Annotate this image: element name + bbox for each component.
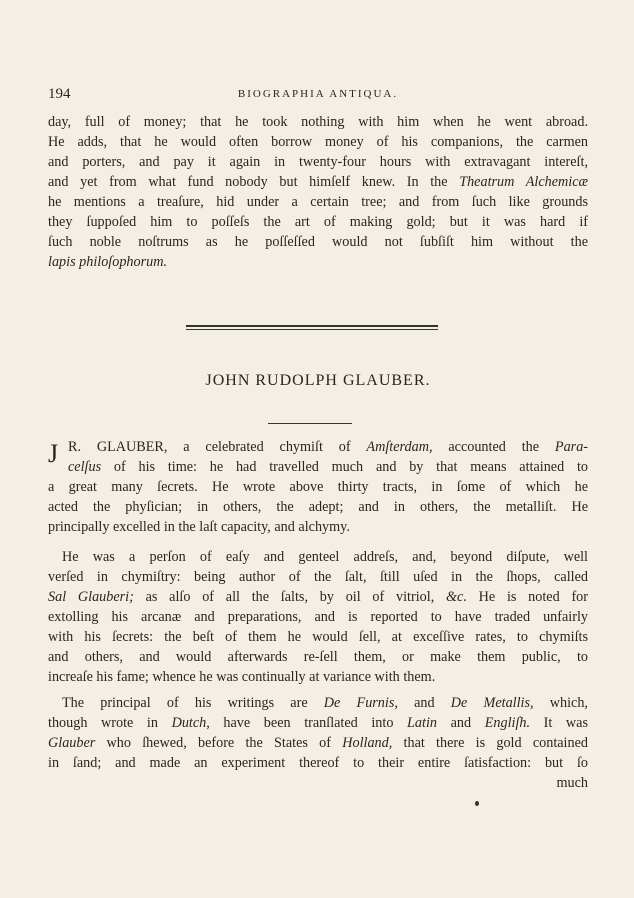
text-line: a great many ſecrets. He wrote above thirty tracts, in ſome of which he — [48, 479, 588, 495]
text-line: and porters, and pay it again in twenty-four hours with extravagant intereſt, — [48, 154, 588, 170]
text-line: principally excelled in the laſt capacity, and alchymy. — [48, 519, 350, 535]
text-line: they ſuppoſed him to poſſeſs the art of making gold; but it was hard if — [48, 214, 588, 230]
text-line: day, full of money; that he took nothing with him when he went abroad. — [48, 114, 588, 130]
text-line: celſus of his time: he had travelled much and by that means attained to — [68, 459, 588, 475]
text-line: Glauber who ſhewed, before the States of Holland, that there is gold contained — [48, 735, 588, 751]
paragraph-2 — [48, 547, 588, 687]
text-line: lapis philoſophorum. — [48, 254, 168, 270]
running-header — [48, 86, 588, 106]
text-line: Sal Glauberi; as alſo of all the ſalts, by oil of vitriol, &c. He is noted for — [48, 589, 588, 605]
drop-cap: J — [48, 439, 59, 468]
text-line: increaſe his fame; whence he was continually at variance with them. — [48, 669, 436, 685]
continued-text — [48, 112, 588, 272]
paragraph-3 — [48, 693, 588, 793]
paragraph-1 — [48, 437, 588, 537]
text-line: with his ſecrets: the beſt of them he would ſell, at exceſſive rates, to chymiſts — [48, 629, 588, 645]
text-line: He adds, that he would often borrow money of his companions, the carmen — [48, 134, 588, 150]
ink-mark — [475, 801, 479, 806]
section-divider — [186, 325, 438, 331]
catchword: much — [556, 775, 588, 791]
text-line: extolling his arcanæ and preparations, and is reported to have traded unfairly — [48, 609, 588, 625]
text-line: acted the phyſician; in others, the adept; and in others, the metalliſt. He — [48, 499, 588, 515]
text-line: in ſand; and made an experiment thereof to their entire ſatisfaction: but ſo — [48, 755, 588, 771]
text-line: and others, and would afterwards re-ſell them, or make them public, to — [48, 649, 588, 665]
text-line: He was a perſon of eaſy and genteel addreſs, and, beyond diſpute, well — [62, 549, 588, 565]
text-line: verſed in chymiſtry: being author of the ſalt, ſtill uſed in the ſhops, called — [48, 569, 588, 585]
text-line: he mentions a treaſure, hid under a certain tree; and from ſuch like grounds — [48, 194, 588, 210]
text-line: The principal of his writings are De Furnis, and De Metallis, which, — [62, 695, 588, 711]
section-heading: JOHN RUDOLPH GLAUBER. — [205, 372, 431, 389]
text-line: though wrote in Dutch, have been tranſlated into Latin and Engliſh. It was — [48, 715, 588, 731]
text-line: and yet from what fund nobody but himſelf knew. In the Theatrum Alchemicæ — [48, 174, 588, 190]
page-number: 194 — [48, 86, 71, 102]
text-line: R. GLAUBER, a celebrated chymiſt of Amſterdam, accounted the Para- — [68, 439, 588, 455]
heading-rule — [268, 423, 352, 424]
text-line: ſuch noble noſtrums as he poſſeſſed would not ſubſiſt him without the — [48, 234, 588, 250]
running-title: BIOGRAPHIA ANTIQUA. — [237, 88, 399, 100]
